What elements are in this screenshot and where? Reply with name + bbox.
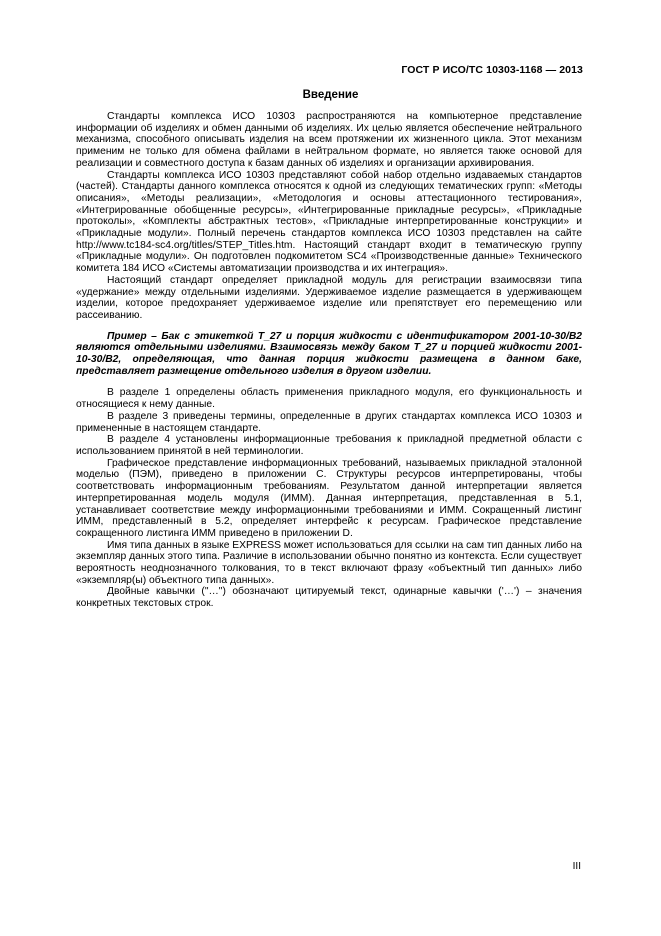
paragraph: Имя типа данных в языке EXPRESS может использоваться для ссылки на сам тип данных либо на экземпляр данных этого типа. Различие в использовании обычно понятно из контекста. Если существует вероятность неоднозначного толкования, то в текст включают фразу «объектный тип данных» либо «экземпляр(ы) объектного типа данных». (76, 539, 582, 586)
paragraph: Настоящий стандарт определяет прикладной модуль для регистрации взаимосвязи типа «удержание» между отдельными изделиями. Удерживаемое изделие размещается в удерживающем изделии, которое предохраняет удерживаемое изделие или препятствует его перемещению или рассеиванию. (76, 274, 582, 321)
example-paragraph: Пример – Бак с этикеткой T_27 и порция жидкости с идентификатором 2001-10-30/B2 являются отдельными изделиями. Взаимосвязь между баком T_27 и порцией жидкости 2001-10-30/B2, определяющая, что данная порция жидкости размещена в данном баке, представляет размещение отдельного изделия в другом изделии. (76, 330, 582, 377)
paragraph: Стандарты комплекса ИСО 10303 представляют собой набор отдельно издаваемых стандартов (частей). Стандарты данного комплекса относятся к одной из следующих тематических групп: «Методы описания», «Методы реализации», «Методология и основы аттестационного тестирования», «Интегрированные обобщенные ресурсы», «Интегрированные прикладные ресурсы», «Прикладные протоколы», «Комплекты абстрактных тестов», «Прикладные интерпретированные конструкции» и «Прикладные модули». Полный перечень стандартов комплекса ИСО 10303 представлен на сайте http://www.tc184-sc4.org/titles/STEP_Titles.htm. Настоящий стандарт входит в тематическую группу «Прикладные модули». Он подготовлен подкомитетом SC4 «Производственные данные» Технического комитета 184 ИСО «Системы автоматизации производства и их интеграция». (76, 169, 582, 275)
paragraph: Стандарты комплекса ИСО 10303 распространяются на компьютерное представление информации об изделиях и обмен данными об изделиях. Их целью является обеспечение нейтрального механизма, способного описывать изделия на всем протяжении их жизненного цикла. Этот механизм применим не только для обмена файлами в нейтральном формате, но является также основой для реализации и совместного доступа к базам данных об изделиях и организации архивирования. (76, 111, 582, 169)
section-title: Введение (302, 89, 359, 101)
page-number: III (572, 861, 581, 872)
paragraph: В разделе 1 определены область применения прикладного модуля, его функциональность и относящиеся к нему данные. (76, 387, 582, 411)
paragraph: Двойные кавычки ("…") обозначают цитируемый текст, одинарные кавычки ('…') – значения конкретных текстовых строк. (76, 586, 582, 610)
standard-code-header: ГОСТ Р ИСО/ТС 10303-1168 — 2013 (401, 64, 583, 76)
paragraph: Графическое представление информационных требований, называемых прикладной эталонной моделью (ПЭМ), приведено в приложении С. Структуры ресурсов интерпретированы, чтобы соответствовать информационным требованиям. Результатом данной интерпретации является интерпретированная модель модуля (ИММ). Данная интерпретация, представленная в 5.1, устанавливает соответствие между информационными требованиями и ИММ. Сокращенный листинг ИММ, представленный в 5.2, определяет интерфейс к ресурсам. Графическое представление сокращенного листинга ИММ приведено в приложении D. (76, 457, 582, 539)
document-body (76, 111, 582, 610)
paragraph: В разделе 3 приведены термины, определенные в других стандартах комплекса ИСО 10303 и примененные в настоящем стандарте. (76, 410, 582, 434)
paragraph: В разделе 4 установлены информационные требования к прикладной предметной области с использованием принятой в ней терминологии. (76, 434, 582, 457)
